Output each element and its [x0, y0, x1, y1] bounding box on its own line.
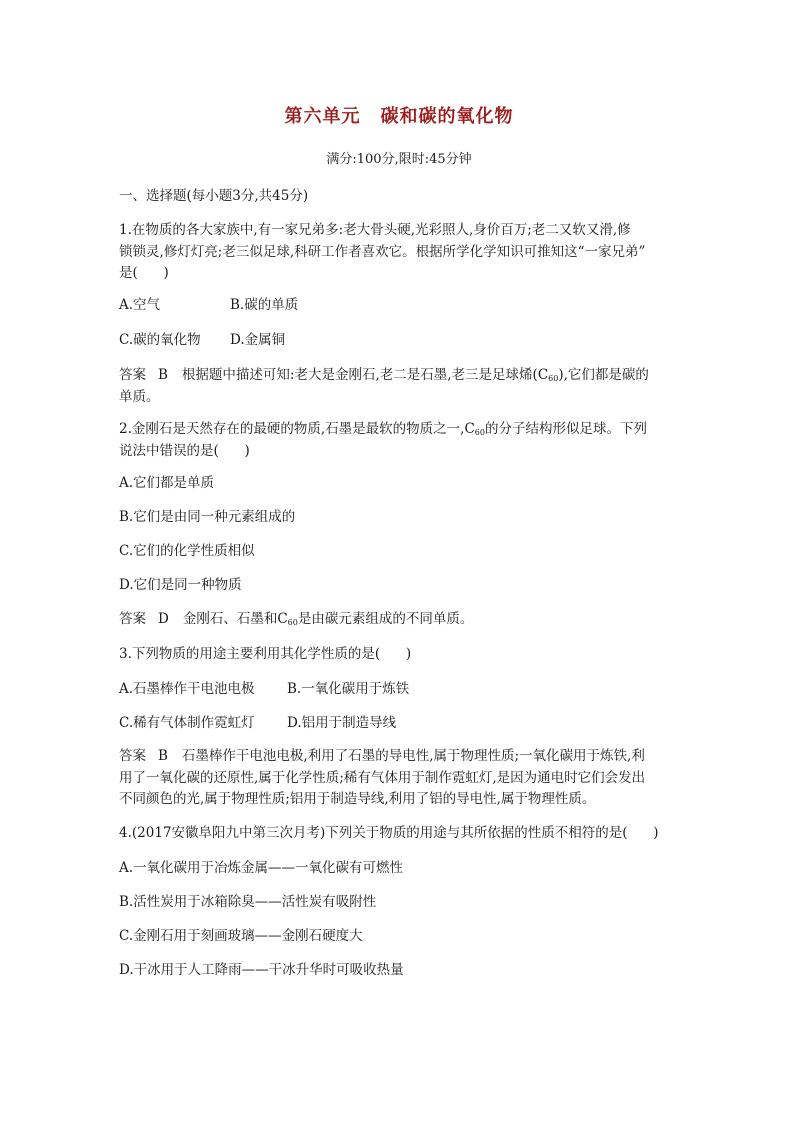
question-2-option-d: D.它们是同一种物质 [119, 577, 242, 593]
question-2-stem-pre: 2.金刚石是天然存在的最硬的物质,石墨是最软的物质之一,C [119, 421, 475, 437]
question-2-explanation-pre: 金刚石、石墨和C [182, 611, 288, 627]
question-3-explanation-line1: 石墨棒作干电池电极,利用了石墨的导电性,属于物理性质;一氧化碳用于炼铁,利 [181, 748, 645, 764]
question-2-answer [119, 609, 679, 631]
question-2-explanation-sub: 60 [287, 618, 298, 627]
title-unit: 第六单元 [284, 106, 361, 127]
question-1-explanation-pre: 根据题中描述可知:老大是金刚石,老二是石墨,老三是足球烯(C [181, 367, 549, 383]
title-topic: 碳和碳的氧化物 [380, 106, 514, 127]
question-3-explanation-line2: 用了一氧化碳的还原性,属于化学性质;稀有气体用于制作霓虹灯,是因为通电时它们会发出 [119, 769, 646, 786]
question-1-explanation-post: ),它们都是碳的 [558, 367, 649, 383]
question-3-options-row2 [119, 713, 679, 735]
question-1-stem-line1: 1.在物质的各大家族中,有一家兄弟多:老大骨头硬,光彩照人,身价百万;老二又软又滑,修 [119, 222, 631, 238]
section-heading: 一、选择题(每小题3分,共45分) [119, 188, 309, 204]
question-4-option-c: C.金刚石用于刻画玻璃——金刚石硬度大 [119, 928, 363, 944]
page-title [119, 103, 679, 132]
question-2-stem-post: 的分子结构形似足球。下列 [484, 421, 647, 437]
question-1-stem-line3: 是( ) [119, 265, 169, 282]
question-2 [119, 419, 679, 462]
question-2-answer-letter: D [158, 611, 169, 627]
question-3-option-d: D.铝用于制造导线 [287, 715, 397, 731]
question-2-stem-sub: 60 [474, 428, 485, 437]
question-3-answer [119, 746, 679, 811]
answer-label: 答案 [119, 748, 146, 764]
question-2-option-c: C.它们的化学性质相似 [119, 543, 255, 559]
exam-info: 满分:100分,限时:45分钟 [326, 152, 472, 167]
question-1-explanation-line2: 单质。 [119, 388, 160, 405]
question-3-option-b: B.一氧化碳用于炼铁 [287, 681, 410, 697]
question-1-options-row1 [119, 295, 679, 317]
question-3-option-a: A.石墨棒作干电池电极 [119, 681, 255, 697]
question-1-option-b: B.碳的单质 [230, 297, 299, 313]
question-1-option-c: C.碳的氧化物 [119, 332, 201, 348]
question-2-stem-line2: 说法中错误的是( ) [119, 442, 250, 459]
question-4-option-b: B.活性炭用于冰箱除臭——活性炭有吸附性 [119, 894, 377, 910]
question-1-option-d: D.金属铜 [230, 332, 286, 348]
question-3-explanation-line3: 不同颜色的光,属于物理性质;铝用于制造导线,利用了铝的导电性,属于物理性质。 [119, 791, 596, 808]
question-1-options-row2 [119, 330, 679, 352]
question-3-options-row1 [119, 679, 679, 701]
question-2-explanation-post: 是由碳元素组成的不同单质。 [297, 611, 474, 627]
question-1-option-a: A.空气 [119, 297, 161, 313]
question-1 [119, 220, 679, 285]
question-1-answer-letter: B [158, 367, 168, 383]
answer-label: 答案 [119, 611, 146, 627]
question-1-stem-line2: 锁锁灵,修灯灯亮;老三似足球,科研工作者喜欢它。根据所学化学知识可推知这“一家兄弟” [119, 243, 646, 260]
question-4-option-a: A.一氧化碳用于冶炼金属——一氧化碳有可燃性 [119, 860, 404, 876]
question-1-explanation-sub: 60 [548, 374, 559, 383]
question-2-option-b: B.它们是由同一种元素组成的 [119, 509, 296, 525]
question-3-option-c: C.稀有气体制作霓虹灯 [119, 715, 255, 731]
question-2-option-a: A.它们都是单质 [119, 475, 215, 491]
question-4-option-d: D.干冰用于人工降雨——干冰升华时可吸收热量 [119, 962, 404, 978]
answer-label: 答案 [119, 367, 146, 383]
question-1-answer [119, 365, 679, 408]
question-3-stem: 3.下列物质的用途主要利用其化学性质的是( ) [119, 646, 412, 662]
question-4-stem: 4.(2017安徽阜阳九中第三次月考)下列关于物质的用途与其所依据的性质不相符的是( ) [119, 825, 659, 841]
question-3-answer-letter: B [158, 748, 168, 764]
